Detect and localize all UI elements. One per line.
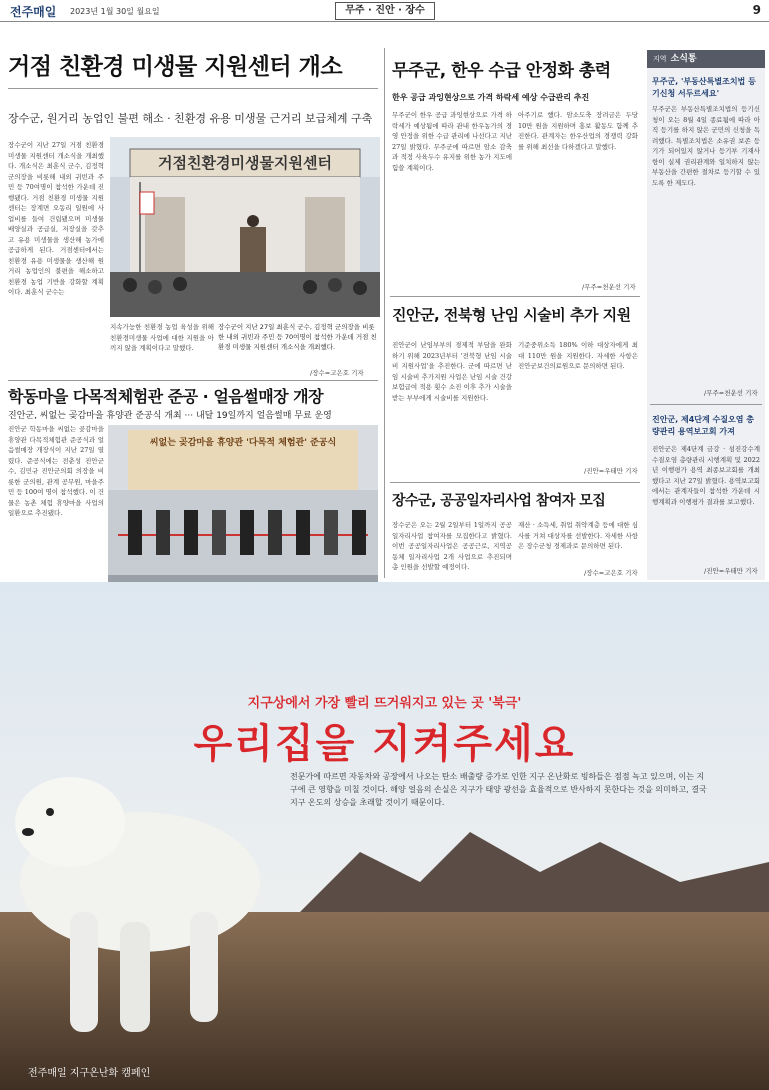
article2-body-col1: 진안군 학동마을 씨없는 곶감마을 휴양관 다목적체험관 준공식과 얼음썰매장 개장식이 지난 27일 열렸다. 준공식에는 전춘성 진안군수, 김민규 진안군의회 의장을 비롯한 군의원, 관계 공무원, 마을주민 등 100여 명이 참석했다. 이 건물은 농촌 체험 휴양마을 사업의 일환으로 추진됐다. [8, 425, 104, 517]
ad-footer: 전주매일 지구온난화 캠페인 [28, 1068, 151, 1079]
issue-date: 2023년 1월 30일 월요일 [70, 7, 160, 16]
divider [390, 296, 640, 297]
article3-body-col1: 무주군이 한우 공급 과잉현상으로 가격 하락세가 예상됨에 따라 관내 한우농가의 경영 안정을 위한 수급 관리에 나선다고 지난 27일 밝혔다. 무주군에 따르면 암소 감축과 적정 사육두수 유지를 위한 농가 지도에 힘쓸 계획이다. [392, 111, 512, 172]
article4-body-col1: 진안군이 난임부부의 경제적 부담을 완화하기 위해 2023년부터 '전북형 난임 시술비 지원사업'을 추진한다. 군에 따르면 난임 시술비 추가지원 사업은 난임 시술 건강보험급여 적용 횟수 소진 이후 추가 시술을 받는 부부에게 시술비를 지원한다. [392, 341, 512, 402]
ceremony-photo [110, 137, 380, 317]
article3-byline: /무주=천운선 기자 [582, 283, 636, 291]
article5-body-col1: 장수군은 오는 2월 2일부터 1일까지 공공일자리사업 참여자를 모집한다고 밝혔다. 이번 공공일자리사업은 공공근로, 지역공동체 일자리사업 2개 사업으로 추진되며 총 인원을 선발할 예정이다. [392, 521, 512, 571]
event-banner: 씨없는 곶감마을 휴양관 '다목적 체험관' 준공식 [149, 438, 337, 448]
article5-headline: 장수군, 공공일자리사업 참여자 모집 [392, 493, 606, 509]
sidebar-item2-byline: /진안=우태만 기자 [704, 567, 758, 575]
article5-body-col2: 재산 · 소득세, 취업 취약계층 등에 대한 심사를 거쳐 대상자를 선발한다. 자세한 사항은 장수군청 경제과로 문의하면 된다. [518, 521, 638, 550]
arctic-scene [0, 582, 769, 1090]
article2-photo [108, 425, 378, 608]
sidebar-item2-title: 진안군, 제4단계 수질오염 총량관리 용역보고회 가져 [652, 415, 754, 436]
article1-body-col2: 지속가능한 친환경 농업 육성을 위해 친환경미생물 사업에 대한 지원을 아끼지 않을 계획이다고 말했다. [110, 323, 214, 352]
article4-headline: 진안군, 전북형 난임 시술비 추가 지원 [392, 306, 631, 324]
climate-campaign-ad [0, 582, 769, 1090]
center-sign: 거점친환경미생물지원센터 [158, 154, 332, 172]
ad-tagline: 지구상에서 가장 빨리 뜨거워지고 있는 곳 '북극' [247, 696, 522, 711]
divider [650, 404, 762, 405]
divider [390, 482, 640, 483]
divider [8, 380, 378, 381]
article3-body-col2: 아주기로 했다. 암소도축 장려금은 두당 10만 원을 지원하며 홍보 활동도 함께 추진한다. 관계자는 한우산업의 경쟁력 강화를 위해 최선을 다하겠다고 말했다. [518, 111, 638, 151]
sidebar-header-label: 지역 [653, 55, 667, 63]
sidebar-item1-title: 무주군, '부동산특별조치법 등기신청 서두르세요' [652, 77, 756, 98]
section-label: 무주 · 진안 · 장수 [335, 2, 435, 20]
article1-photo [110, 137, 380, 317]
article2-subhead: 진안군, 씨없는 곶감마을 휴양관 준공식 개최 ··· 내달 19일까지 얼음썰매 무료 운영 [8, 411, 332, 421]
sidebar-header [647, 50, 765, 68]
column-divider [384, 48, 385, 578]
page-number: 9 [752, 3, 761, 17]
article4-byline: /진안=우태만 기자 [584, 467, 638, 475]
divider [8, 88, 378, 89]
page-header [0, 0, 769, 22]
article1-headline: 거점 친환경 미생물 지원센터 개소 [8, 54, 343, 80]
article3-subhead: 한우 공급 과잉현상으로 가격 하락세 예상 수급관리 추진 [392, 93, 590, 102]
ad-body: 전문가에 따르면 자동차와 공장에서 나오는 탄소 배출량 증가로 인한 지구 온난화로 빙하들은 점점 녹고 있으며, 이는 지구에 큰 영향을 미칠 것이다. 해양 얼음의 손실은 지구가 태양 광선을 효율적으로 반사하지 못한다는 것을 의미하고, 결국 지구 온도의 상승을 초래할 것이기 때문이다. [290, 772, 707, 807]
article3-headline: 무주군, 한우 수급 안정화 총력 [392, 61, 611, 81]
article1-caption: 장수군이 지난 27일 최훈식 군수, 김정혁 군의장을 비롯한 내외 귀빈과 주민 등 70여명이 참석한 가운데 거점 친환경 미생물 지원센터 개소식을 개최했다. [218, 323, 377, 351]
article5-byline: /장수=고은호 기자 [584, 569, 638, 577]
ad-title: 우리집을 지켜주세요 [193, 721, 576, 767]
article2-headline: 학동마을 다목적체험관 준공 · 얼음썰매장 개장 [8, 387, 324, 406]
sidebar-header-title: 소식통 [670, 54, 697, 64]
article1-subhead: 장수군, 원거리 농업인 불편 해소 · 친환경 유용 미생물 근거리 보급체계 구축 [8, 112, 373, 125]
ribbon-ceremony-photo [108, 425, 378, 608]
newspaper-logo: 전주매일 [10, 5, 57, 19]
article1-byline: /장수=고은호 기자 [310, 369, 364, 377]
sidebar-item2-body: 진안군은 제4단계 금강 · 섬진강수계 수질오염 총량관리 시행계획 및 2022년 이행평가 용역 최종보고회를 개최했다고 지난 27일 밝혔다. 용역보고회에서는 관계자들이 참석한 가운데 시행계획과 이행평가 결과를 보고했다. [652, 445, 760, 506]
article4-body-col2: 기준중위소득 180% 이하 대상자에게 최대 110만 원을 지원한다. 자세한 사항은 진안군보건의료원으로 문의하면 된다. [518, 341, 638, 370]
sidebar-item1-body: 무주군은 부동산특별조치법의 등기신청이 오는 8월 4일 종료됨에 따라 아직 등기를 하지 않은 군민의 신청을 독려했다. 특별조치법은 소유권 보존 등기가 되어있지 않거나 등기부 기재사항이 실제 권리관계와 일치하지 않는 부동산을 간편한 절차로 등기할 수 있도록 한 제도다. [652, 105, 760, 187]
sidebar-item1-byline: /무주=천운선 기자 [704, 389, 758, 397]
article1-body-col1: 장수군이 지난 27일 거점 친환경 미생물 지원센터 개소식을 개최했다. 개소식은 최훈식 군수, 김정혁 군의장을 비롯해 내외 귀빈과 주민 등 70여명이 참석한 가운데 진행됐다. 거점 친환경 미생물 지원센터는 장계면 오동리 일원에 사업비를 들여 건립됐으며 미생물 배양실과 공급실, 저장실을 갖추고 유용 미생물을 생산해 농가에 공급하게 된다. 거점센터에서는 친환경 유용 미생물을 생산해 원거리 농업인의 불편을 해소하고 친환경 농업 기반을 강화할 계획이다. 최훈식 군수는 [8, 141, 104, 296]
